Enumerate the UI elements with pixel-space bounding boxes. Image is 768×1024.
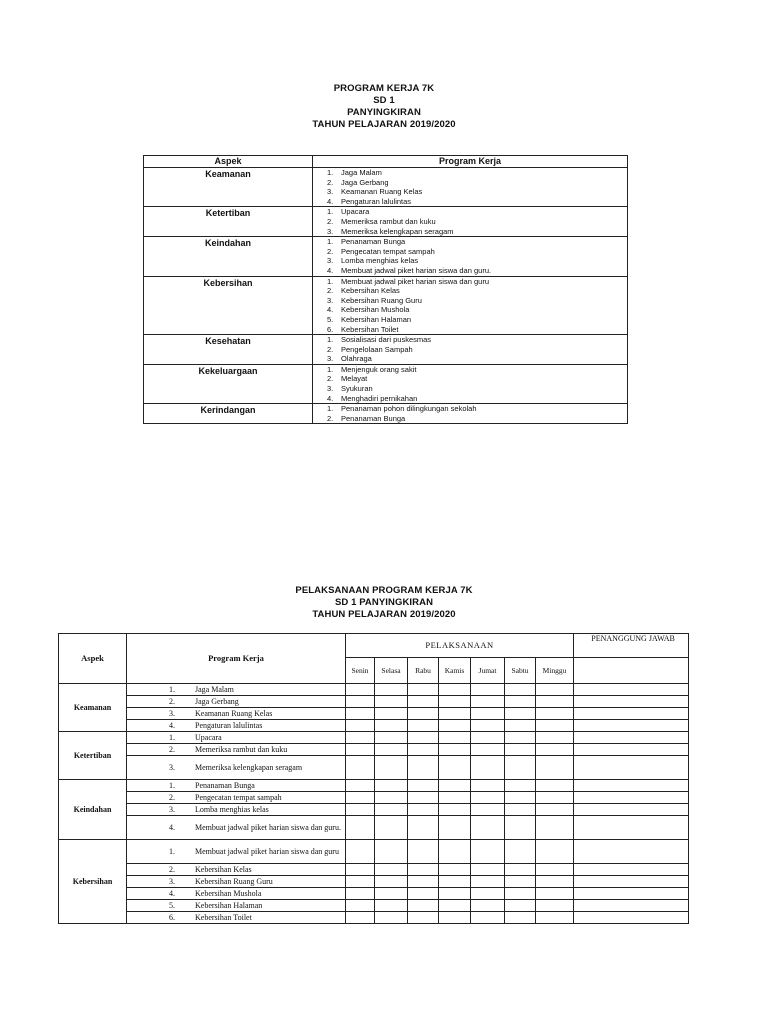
pj-cell[interactable] bbox=[574, 864, 689, 876]
program-list bbox=[313, 277, 627, 335]
schedule-cell[interactable] bbox=[471, 720, 505, 732]
program-cell bbox=[127, 684, 346, 696]
schedule-cell[interactable] bbox=[439, 792, 471, 804]
pj-cell[interactable] bbox=[574, 900, 689, 912]
program-list bbox=[313, 168, 627, 206]
item-text: Pengaturan lalulintas bbox=[195, 721, 263, 730]
schedule-cell[interactable] bbox=[505, 912, 536, 924]
schedule-cell[interactable] bbox=[536, 876, 574, 888]
schedule-cell[interactable] bbox=[375, 792, 408, 804]
list-item: Penanaman Bunga bbox=[341, 237, 406, 247]
item-number: 2. bbox=[169, 865, 175, 874]
schedule-cell[interactable] bbox=[471, 900, 505, 912]
list-item: Penanaman Bunga bbox=[341, 413, 406, 423]
item-text: Memeriksa kelengkapan seragam bbox=[195, 763, 303, 772]
aspek-cell: Keamanan bbox=[59, 684, 127, 732]
list-item: Upacara bbox=[341, 207, 370, 217]
pj-cell[interactable] bbox=[574, 780, 689, 792]
list-item: Kebersihan Toilet bbox=[341, 324, 399, 334]
item-text: Jaga Malam bbox=[195, 685, 234, 694]
schedule-cell[interactable] bbox=[471, 744, 505, 756]
aspek-header: Aspek bbox=[59, 634, 127, 684]
section1-title bbox=[0, 83, 768, 131]
aspek-cell: Kesehatan bbox=[144, 335, 313, 365]
schedule-cell[interactable] bbox=[408, 888, 439, 900]
schedule-cell[interactable] bbox=[505, 708, 536, 720]
schedule-cell[interactable] bbox=[375, 780, 408, 792]
schedule-cell[interactable] bbox=[346, 756, 375, 780]
table-row bbox=[59, 696, 689, 708]
item-text: Pengecatan tempat sampah bbox=[195, 793, 282, 802]
aspek-cell: Kerindangan bbox=[144, 404, 313, 424]
program-kerja-header: Program Kerja bbox=[313, 156, 628, 168]
schedule-cell[interactable] bbox=[471, 696, 505, 708]
table-row bbox=[59, 744, 689, 756]
section2-title-line: SD 1 PANYINGKIRAN bbox=[334, 597, 434, 608]
item-number: 2. bbox=[169, 793, 175, 802]
day-header: Senin bbox=[346, 658, 375, 684]
table-row bbox=[144, 237, 628, 276]
schedule-cell[interactable] bbox=[375, 864, 408, 876]
schedule-cell[interactable] bbox=[439, 804, 471, 816]
pelaksanaan-table bbox=[58, 633, 689, 924]
list-item: Melayat bbox=[341, 374, 368, 384]
schedule-cell[interactable] bbox=[346, 684, 375, 696]
schedule-cell[interactable] bbox=[536, 732, 574, 744]
day-header: Kamis bbox=[439, 658, 471, 684]
table-row bbox=[59, 840, 689, 864]
program-cell bbox=[127, 840, 346, 864]
table-row bbox=[144, 335, 628, 365]
schedule-cell[interactable] bbox=[536, 840, 574, 864]
aspek-cell: Ketertiban bbox=[144, 207, 313, 237]
program-cell bbox=[127, 756, 346, 780]
section2-title bbox=[0, 585, 768, 621]
table-row bbox=[59, 900, 689, 912]
aspek-cell: Kebersihan bbox=[144, 276, 313, 335]
list-item: Kebersihan Mushola bbox=[341, 305, 410, 315]
program-list bbox=[313, 404, 627, 423]
schedule-cell[interactable] bbox=[375, 888, 408, 900]
schedule-cell[interactable] bbox=[346, 792, 375, 804]
schedule-cell[interactable] bbox=[439, 816, 471, 840]
list-item: Pengelolaan Sampah bbox=[341, 344, 413, 354]
program-cell bbox=[127, 912, 346, 924]
schedule-cell[interactable] bbox=[346, 888, 375, 900]
program-cell bbox=[313, 207, 628, 237]
table-row bbox=[144, 404, 628, 424]
item-number: 3. bbox=[169, 763, 175, 772]
item-text: Jaga Gerbang bbox=[195, 697, 239, 706]
schedule-cell[interactable] bbox=[375, 804, 408, 816]
table-row bbox=[59, 684, 689, 696]
schedule-cell[interactable] bbox=[346, 816, 375, 840]
schedule-cell[interactable] bbox=[408, 732, 439, 744]
table-header-row bbox=[59, 634, 689, 658]
schedule-cell[interactable] bbox=[346, 900, 375, 912]
pj-cell[interactable] bbox=[574, 792, 689, 804]
pj-cell[interactable] bbox=[574, 684, 689, 696]
item-text: Kebersihan Halaman bbox=[195, 901, 263, 910]
schedule-cell[interactable] bbox=[505, 720, 536, 732]
schedule-cell[interactable] bbox=[375, 708, 408, 720]
table-row bbox=[59, 804, 689, 816]
pj-cell[interactable] bbox=[574, 876, 689, 888]
schedule-cell[interactable] bbox=[439, 684, 471, 696]
pj-cell[interactable] bbox=[574, 840, 689, 864]
section1-title-line: PROGRAM KERJA 7K bbox=[333, 83, 435, 94]
list-item: Jaga Malam bbox=[341, 168, 382, 177]
schedule-cell[interactable] bbox=[346, 876, 375, 888]
item-text: Kebersihan Ruang Guru bbox=[195, 877, 273, 886]
schedule-cell[interactable] bbox=[408, 912, 439, 924]
schedule-cell[interactable] bbox=[439, 732, 471, 744]
schedule-cell[interactable] bbox=[471, 804, 505, 816]
section2-title-line: TAHUN PELAJARAN 2019/2020 bbox=[312, 609, 456, 620]
day-header: Rabu bbox=[408, 658, 439, 684]
list-item: Pengecatan tempat sampah bbox=[341, 246, 435, 256]
list-item: Kebersihan Halaman bbox=[341, 314, 412, 324]
schedule-cell[interactable] bbox=[505, 780, 536, 792]
schedule-cell[interactable] bbox=[505, 816, 536, 840]
item-text: Upacara bbox=[195, 733, 222, 742]
program-cell bbox=[127, 708, 346, 720]
list-item: Pengaturan lalulintas bbox=[341, 196, 412, 206]
list-item: Syukuran bbox=[341, 384, 373, 394]
schedule-cell[interactable] bbox=[439, 840, 471, 864]
schedule-cell[interactable] bbox=[346, 780, 375, 792]
table-row bbox=[59, 888, 689, 900]
schedule-cell[interactable] bbox=[471, 888, 505, 900]
table-row bbox=[59, 816, 689, 840]
day-header: Selasa bbox=[375, 658, 408, 684]
program-list bbox=[313, 207, 627, 236]
schedule-cell[interactable] bbox=[536, 792, 574, 804]
pj-cell[interactable] bbox=[574, 720, 689, 732]
program-cell bbox=[127, 732, 346, 744]
schedule-cell[interactable] bbox=[536, 720, 574, 732]
schedule-cell[interactable] bbox=[408, 804, 439, 816]
table-row bbox=[59, 756, 689, 780]
program-cell bbox=[313, 404, 628, 424]
program-cell bbox=[313, 237, 628, 276]
day-header: Jumat bbox=[471, 658, 505, 684]
item-text: Lomba menghias kelas bbox=[195, 805, 269, 814]
schedule-cell[interactable] bbox=[375, 816, 408, 840]
program-cell bbox=[127, 876, 346, 888]
schedule-cell[interactable] bbox=[471, 684, 505, 696]
schedule-cell[interactable] bbox=[375, 732, 408, 744]
schedule-cell[interactable] bbox=[408, 720, 439, 732]
schedule-cell[interactable] bbox=[408, 840, 439, 864]
list-item: Menjenguk orang sakit bbox=[341, 364, 417, 374]
list-item: Olahraga bbox=[341, 354, 372, 364]
pelaksanaan-body bbox=[59, 684, 689, 924]
item-number: 4. bbox=[169, 721, 175, 730]
schedule-cell[interactable] bbox=[439, 912, 471, 924]
item-text: Membuat jadwal piket harian siswa dan guru. bbox=[195, 823, 341, 832]
list-item: Memeriksa kelengkapan seragam bbox=[341, 226, 454, 236]
schedule-cell[interactable] bbox=[439, 780, 471, 792]
schedule-cell[interactable] bbox=[471, 840, 505, 864]
item-number: 3. bbox=[169, 709, 175, 718]
schedule-cell[interactable] bbox=[536, 912, 574, 924]
pj-cell[interactable] bbox=[574, 696, 689, 708]
schedule-cell[interactable] bbox=[346, 840, 375, 864]
item-number: 3. bbox=[169, 877, 175, 886]
pj-cell[interactable] bbox=[574, 756, 689, 780]
schedule-cell[interactable] bbox=[536, 900, 574, 912]
list-item: Kebersihan Kelas bbox=[341, 286, 400, 296]
list-item: Memeriksa rambut dan kuku bbox=[341, 216, 436, 226]
schedule-cell[interactable] bbox=[505, 840, 536, 864]
schedule-cell[interactable] bbox=[375, 744, 408, 756]
schedule-cell[interactable] bbox=[471, 756, 505, 780]
item-text: Memeriksa rambut dan kuku bbox=[195, 745, 288, 754]
program-cell bbox=[313, 276, 628, 335]
item-number: 5. bbox=[169, 901, 175, 910]
list-item: Membuat jadwal piket harian siswa dan guru bbox=[341, 276, 489, 286]
pj-cell[interactable] bbox=[574, 912, 689, 924]
schedule-cell[interactable] bbox=[439, 708, 471, 720]
program-cell bbox=[127, 696, 346, 708]
program-cell bbox=[127, 900, 346, 912]
item-text: Keamanan Ruang Kelas bbox=[195, 709, 273, 718]
item-text: Membuat jadwal piket harian siswa dan guru bbox=[195, 847, 339, 856]
program-cell bbox=[127, 720, 346, 732]
schedule-cell[interactable] bbox=[408, 816, 439, 840]
aspek-cell: Keindahan bbox=[144, 237, 313, 276]
schedule-cell[interactable] bbox=[408, 864, 439, 876]
item-number: 2. bbox=[169, 697, 175, 706]
schedule-cell[interactable] bbox=[505, 696, 536, 708]
schedule-cell[interactable] bbox=[408, 756, 439, 780]
schedule-cell[interactable] bbox=[408, 876, 439, 888]
aspek-cell: Kebersihan bbox=[59, 840, 127, 924]
schedule-cell[interactable] bbox=[536, 804, 574, 816]
program-cell bbox=[127, 864, 346, 876]
program-kerja-body bbox=[144, 168, 628, 424]
schedule-cell[interactable] bbox=[471, 732, 505, 744]
schedule-cell[interactable] bbox=[536, 780, 574, 792]
list-item: Penanaman pohon dilingkungan sekolah bbox=[341, 404, 477, 414]
pj-subheader-empty bbox=[574, 658, 689, 684]
aspek-cell: Keindahan bbox=[59, 780, 127, 840]
schedule-cell[interactable] bbox=[505, 888, 536, 900]
schedule-cell[interactable] bbox=[471, 912, 505, 924]
list-item: Membuat jadwal piket harian siswa dan guru. bbox=[341, 265, 492, 275]
schedule-cell[interactable] bbox=[505, 804, 536, 816]
schedule-cell[interactable] bbox=[536, 756, 574, 780]
pj-cell[interactable] bbox=[574, 816, 689, 840]
schedule-cell[interactable] bbox=[471, 708, 505, 720]
schedule-cell[interactable] bbox=[439, 720, 471, 732]
pj-cell[interactable] bbox=[574, 708, 689, 720]
day-header: Minggu bbox=[536, 658, 574, 684]
schedule-cell[interactable] bbox=[375, 720, 408, 732]
item-number: 4. bbox=[169, 823, 175, 832]
section1-title-line: TAHUN PELAJARAN 2019/2020 bbox=[312, 119, 456, 130]
list-item: Jaga Gerbang bbox=[341, 177, 389, 187]
schedule-cell[interactable] bbox=[408, 792, 439, 804]
item-text: Kebersihan Toilet bbox=[195, 913, 252, 922]
program-cell bbox=[127, 804, 346, 816]
table-row bbox=[59, 792, 689, 804]
program-list bbox=[313, 335, 627, 364]
schedule-cell[interactable] bbox=[408, 708, 439, 720]
table-row bbox=[144, 207, 628, 237]
schedule-cell[interactable] bbox=[408, 744, 439, 756]
program-list bbox=[313, 365, 627, 403]
pj-cell[interactable] bbox=[574, 888, 689, 900]
schedule-cell[interactable] bbox=[375, 900, 408, 912]
schedule-cell[interactable] bbox=[375, 756, 408, 780]
day-header: Sabtu bbox=[505, 658, 536, 684]
table-row bbox=[59, 876, 689, 888]
schedule-cell[interactable] bbox=[375, 912, 408, 924]
schedule-cell[interactable] bbox=[471, 780, 505, 792]
table-row bbox=[59, 732, 689, 744]
schedule-cell[interactable] bbox=[439, 876, 471, 888]
pj-cell[interactable] bbox=[574, 732, 689, 744]
table-row bbox=[59, 864, 689, 876]
schedule-cell[interactable] bbox=[346, 720, 375, 732]
schedule-cell[interactable] bbox=[505, 876, 536, 888]
schedule-cell[interactable] bbox=[346, 804, 375, 816]
program-cell bbox=[313, 335, 628, 365]
schedule-cell[interactable] bbox=[408, 900, 439, 912]
penanggung-jawab-header: PENANGGUNG JAWAB bbox=[574, 634, 689, 658]
schedule-cell[interactable] bbox=[536, 888, 574, 900]
schedule-cell[interactable] bbox=[471, 792, 505, 804]
item-number: 2. bbox=[169, 745, 175, 754]
schedule-cell[interactable] bbox=[471, 876, 505, 888]
item-number: 1. bbox=[169, 847, 175, 856]
pj-cell[interactable] bbox=[574, 744, 689, 756]
aspek-cell: Kekeluargaan bbox=[144, 364, 313, 403]
schedule-cell[interactable] bbox=[471, 864, 505, 876]
schedule-cell[interactable] bbox=[505, 684, 536, 696]
table-row bbox=[59, 708, 689, 720]
schedule-cell[interactable] bbox=[505, 732, 536, 744]
schedule-cell[interactable] bbox=[505, 792, 536, 804]
schedule-cell[interactable] bbox=[375, 840, 408, 864]
schedule-cell[interactable] bbox=[346, 864, 375, 876]
item-number: 1. bbox=[169, 733, 175, 742]
program-cell bbox=[313, 364, 628, 403]
schedule-cell[interactable] bbox=[346, 732, 375, 744]
aspek-cell: Ketertiban bbox=[59, 732, 127, 780]
list-item: Sosialisasi dari puskesmas bbox=[341, 335, 432, 345]
schedule-cell[interactable] bbox=[536, 816, 574, 840]
schedule-cell[interactable] bbox=[505, 900, 536, 912]
table-row bbox=[144, 276, 628, 335]
program-cell bbox=[127, 816, 346, 840]
item-text: Kebersihan Kelas bbox=[195, 865, 252, 874]
table-row bbox=[59, 912, 689, 924]
schedule-cell[interactable] bbox=[505, 744, 536, 756]
schedule-cell[interactable] bbox=[375, 696, 408, 708]
item-number: 4. bbox=[169, 889, 175, 898]
schedule-cell[interactable] bbox=[439, 900, 471, 912]
program-cell bbox=[127, 888, 346, 900]
schedule-cell[interactable] bbox=[439, 864, 471, 876]
item-number: 6. bbox=[169, 913, 175, 922]
table-row bbox=[59, 720, 689, 732]
table-row bbox=[59, 780, 689, 792]
schedule-cell[interactable] bbox=[375, 684, 408, 696]
item-text: Penanaman Bunga bbox=[195, 781, 255, 790]
aspek-cell: Keamanan bbox=[144, 168, 313, 207]
schedule-cell[interactable] bbox=[408, 684, 439, 696]
schedule-cell[interactable] bbox=[408, 780, 439, 792]
program-kerja-table bbox=[143, 155, 628, 424]
schedule-cell[interactable] bbox=[536, 684, 574, 696]
schedule-cell[interactable] bbox=[536, 864, 574, 876]
schedule-cell[interactable] bbox=[346, 708, 375, 720]
schedule-cell[interactable] bbox=[471, 816, 505, 840]
program-list bbox=[313, 237, 627, 275]
section1-title-line: PANYINGKIRAN bbox=[347, 107, 421, 118]
item-text: Kebersihan Mushola bbox=[195, 889, 262, 898]
program-cell bbox=[127, 792, 346, 804]
schedule-cell[interactable] bbox=[505, 864, 536, 876]
schedule-cell[interactable] bbox=[346, 912, 375, 924]
table-row bbox=[144, 364, 628, 403]
program-cell bbox=[127, 744, 346, 756]
section2-title-line: PELAKSANAAN PROGRAM KERJA 7K bbox=[295, 585, 473, 596]
schedule-cell[interactable] bbox=[536, 708, 574, 720]
program-cell bbox=[313, 168, 628, 207]
schedule-cell[interactable] bbox=[375, 876, 408, 888]
schedule-cell[interactable] bbox=[439, 888, 471, 900]
schedule-cell[interactable] bbox=[408, 696, 439, 708]
table-row bbox=[144, 168, 628, 207]
pj-cell[interactable] bbox=[574, 804, 689, 816]
schedule-cell[interactable] bbox=[346, 744, 375, 756]
schedule-cell[interactable] bbox=[536, 744, 574, 756]
pelaksanaan-header: PELAKSANAAN bbox=[346, 634, 574, 658]
program-cell bbox=[127, 780, 346, 792]
section1-title-line: SD 1 bbox=[373, 95, 395, 106]
schedule-cell[interactable] bbox=[439, 696, 471, 708]
table-header-row bbox=[144, 156, 628, 168]
list-item: Keamanan Ruang Kelas bbox=[341, 187, 423, 197]
aspek-header: Aspek bbox=[144, 156, 313, 168]
item-number: 3. bbox=[169, 805, 175, 814]
schedule-cell[interactable] bbox=[346, 696, 375, 708]
list-item: Menghadiri pernikahan bbox=[341, 393, 418, 403]
schedule-cell[interactable] bbox=[505, 756, 536, 780]
schedule-cell[interactable] bbox=[439, 756, 471, 780]
item-number: 1. bbox=[169, 781, 175, 790]
schedule-cell[interactable] bbox=[439, 744, 471, 756]
list-item: Lomba menghias kelas bbox=[341, 256, 419, 266]
list-item: Kebersihan Ruang Guru bbox=[341, 295, 422, 305]
schedule-cell[interactable] bbox=[536, 696, 574, 708]
program-kerja-header: Program Kerja bbox=[127, 634, 346, 684]
item-number: 1. bbox=[169, 685, 175, 694]
